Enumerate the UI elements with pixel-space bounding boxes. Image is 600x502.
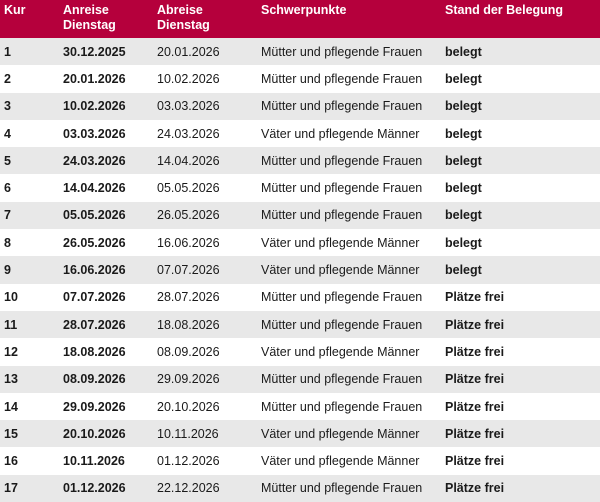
cell-kur: 15 <box>4 426 18 441</box>
cell-stand: belegt <box>445 126 482 141</box>
cell-abreise: 01.12.2026 <box>157 454 220 469</box>
cell-kur: 7 <box>4 208 11 223</box>
cell-anreise: 10.02.2026 <box>63 99 126 114</box>
cell-schwerpunkt: Mütter und pflegende Frauen <box>261 290 423 305</box>
cell-kur: 16 <box>4 454 18 469</box>
table-row <box>0 475 600 502</box>
cell-abreise: 16.06.2026 <box>157 235 220 250</box>
cell-abreise: 07.07.2026 <box>157 263 220 278</box>
table-row <box>0 284 600 311</box>
cell-schwerpunkt: Mütter und pflegende Frauen <box>261 44 423 59</box>
cell-schwerpunkt: Väter und pflegende Männer <box>261 426 420 441</box>
cell-kur: 8 <box>4 235 11 250</box>
cell-anreise: 10.11.2026 <box>63 454 125 469</box>
cell-kur: 12 <box>4 344 18 359</box>
cell-schwerpunkt: Väter und pflegende Männer <box>261 126 420 141</box>
cell-kur: 1 <box>4 44 11 59</box>
cell-anreise: 28.07.2026 <box>63 317 126 332</box>
cell-stand: belegt <box>445 263 482 278</box>
cell-abreise: 28.07.2026 <box>157 290 220 305</box>
header-anreise <box>58 0 152 38</box>
cell-schwerpunkt: Mütter und pflegende Frauen <box>261 399 423 414</box>
cell-kur: 17 <box>4 481 18 496</box>
cell-abreise: 08.09.2026 <box>157 344 220 359</box>
cell-kur: 13 <box>4 372 18 387</box>
table-row <box>0 174 600 201</box>
cell-abreise: 03.03.2026 <box>157 99 220 114</box>
cell-stand: belegt <box>445 153 482 168</box>
cell-stand: Plätze frei <box>445 426 505 441</box>
header-schwerpunkte <box>256 0 440 38</box>
cell-anreise: 14.04.2026 <box>63 181 126 196</box>
cell-anreise: 05.05.2026 <box>63 208 126 223</box>
cell-abreise: 14.04.2026 <box>157 153 220 168</box>
header-schwerpunkte-label: Schwerpunkte <box>261 3 347 17</box>
cell-schwerpunkt: Mütter und pflegende Frauen <box>261 99 423 114</box>
cell-stand: belegt <box>445 99 482 114</box>
cell-stand: Plätze frei <box>445 454 505 469</box>
table-row <box>0 256 600 283</box>
header-anreise-line2: Dienstag <box>63 18 116 32</box>
cell-anreise: 16.06.2026 <box>63 263 126 278</box>
cell-kur: 9 <box>4 263 11 278</box>
header-stand-label: Stand der Belegung <box>445 3 564 17</box>
cell-anreise: 01.12.2026 <box>63 481 126 496</box>
cell-schwerpunkt: Mütter und pflegende Frauen <box>261 317 423 332</box>
cell-abreise: 05.05.2026 <box>157 181 220 196</box>
cell-stand: Plätze frei <box>445 290 505 305</box>
header-abreise-line2: Dienstag <box>157 18 210 32</box>
cell-abreise: 10.11.2026 <box>157 426 219 441</box>
cell-anreise: 18.08.2026 <box>63 344 126 359</box>
header-anreise-line1: Anreise <box>63 3 109 17</box>
cell-schwerpunkt: Mütter und pflegende Frauen <box>261 481 423 496</box>
cell-schwerpunkt: Väter und pflegende Männer <box>261 263 420 278</box>
cell-schwerpunkt: Väter und pflegende Männer <box>261 344 420 359</box>
header-abreise-line1: Abreise <box>157 3 203 17</box>
table-row <box>0 202 600 229</box>
cell-stand: belegt <box>445 71 482 86</box>
table-row <box>0 120 600 147</box>
table-header <box>0 0 600 38</box>
cell-anreise: 20.01.2026 <box>63 71 126 86</box>
cell-schwerpunkt: Mütter und pflegende Frauen <box>261 372 423 387</box>
cell-anreise: 26.05.2026 <box>63 235 126 250</box>
cell-kur: 2 <box>4 71 11 86</box>
cell-anreise: 03.03.2026 <box>63 126 126 141</box>
table-row <box>0 366 600 393</box>
cell-kur: 6 <box>4 181 11 196</box>
cell-stand: belegt <box>445 181 482 196</box>
cell-abreise: 22.12.2026 <box>157 481 220 496</box>
cell-stand: belegt <box>445 44 482 59</box>
cell-schwerpunkt: Mütter und pflegende Frauen <box>261 208 423 223</box>
table-row <box>0 393 600 420</box>
table-row <box>0 447 600 474</box>
cell-abreise: 10.02.2026 <box>157 71 220 86</box>
cell-schwerpunkt: Väter und pflegende Männer <box>261 235 420 250</box>
header-abreise <box>152 0 256 38</box>
header-kur <box>0 0 58 38</box>
cell-stand: belegt <box>445 208 482 223</box>
table-row <box>0 38 600 65</box>
cell-anreise: 30.12.2025 <box>63 44 126 59</box>
header-row <box>0 0 600 38</box>
cell-schwerpunkt: Mütter und pflegende Frauen <box>261 181 423 196</box>
header-kur-label: Kur <box>4 3 26 17</box>
cell-anreise: 20.10.2026 <box>63 426 126 441</box>
table-row <box>0 229 600 256</box>
cell-stand: Plätze frei <box>445 344 505 359</box>
cell-anreise: 24.03.2026 <box>63 153 126 168</box>
cell-stand: belegt <box>445 235 482 250</box>
cell-anreise: 29.09.2026 <box>63 399 126 414</box>
table-row <box>0 147 600 174</box>
cell-anreise: 07.07.2026 <box>63 290 126 305</box>
cell-abreise: 20.01.2026 <box>157 44 220 59</box>
header-stand <box>440 0 600 38</box>
table-row <box>0 93 600 120</box>
cell-stand: Plätze frei <box>445 481 505 496</box>
cell-kur: 11 <box>4 317 18 332</box>
table-row <box>0 65 600 92</box>
cell-stand: Plätze frei <box>445 399 505 414</box>
cell-schwerpunkt: Mütter und pflegende Frauen <box>261 71 423 86</box>
cell-stand: Plätze frei <box>445 317 505 332</box>
cell-kur: 4 <box>4 126 11 141</box>
cell-abreise: 29.09.2026 <box>157 372 220 387</box>
cell-kur: 10 <box>4 290 18 305</box>
cell-abreise: 26.05.2026 <box>157 208 220 223</box>
cell-abreise: 20.10.2026 <box>157 399 220 414</box>
cell-kur: 5 <box>4 153 11 168</box>
cell-schwerpunkt: Väter und pflegende Männer <box>261 454 420 469</box>
cell-anreise: 08.09.2026 <box>63 372 126 387</box>
table-body <box>0 38 600 502</box>
cell-schwerpunkt: Mütter und pflegende Frauen <box>261 153 423 168</box>
table-row <box>0 311 600 338</box>
table-row <box>0 338 600 365</box>
cell-kur: 3 <box>4 99 11 114</box>
cell-abreise: 18.08.2026 <box>157 317 220 332</box>
cell-kur: 14 <box>4 399 18 414</box>
cell-abreise: 24.03.2026 <box>157 126 220 141</box>
table-row <box>0 420 600 447</box>
cell-stand: Plätze frei <box>445 372 505 387</box>
